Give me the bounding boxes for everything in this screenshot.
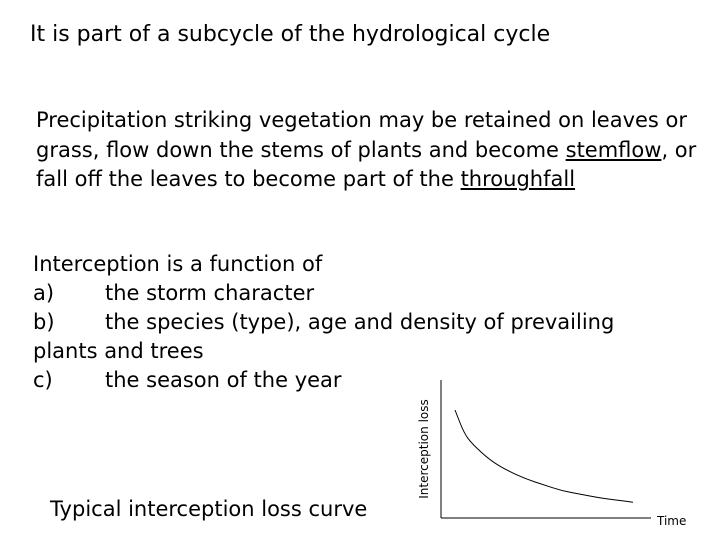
list-item-text: the season of the year <box>105 368 342 392</box>
term-stemflow: stemflow <box>565 137 662 162</box>
factor-list <box>33 250 673 395</box>
list-marker: c) <box>33 368 53 392</box>
chart-caption: Typical interception loss curve <box>50 497 368 521</box>
list-item-text: the species (type), age and density of prevailing <box>105 310 615 334</box>
list-intro: Interception is a function of <box>33 252 323 276</box>
list-marker: b) <box>33 310 55 334</box>
slide-title: It is part of a subcycle of the hydrological cycle <box>30 22 551 47</box>
list-item-continuation: plants and trees <box>33 339 204 363</box>
list-item <box>33 308 673 337</box>
list-item-text: the storm character <box>105 281 315 305</box>
paragraph-text-2: , or fall off the leaves to become part of the <box>36 137 697 191</box>
list-item <box>33 279 673 308</box>
list-marker: a) <box>33 281 55 305</box>
description-paragraph <box>36 106 706 195</box>
x-axis-label: Time <box>657 514 687 528</box>
paragraph-text-1: Precipitation striking vegetation may be retained on leaves or grass, flow down the stems of plants and become <box>36 108 688 162</box>
loss-curve <box>455 410 633 502</box>
y-axis-label: Interception loss <box>417 399 431 499</box>
term-throughfall: throughfall <box>460 167 576 191</box>
interception-loss-chart <box>405 380 705 540</box>
